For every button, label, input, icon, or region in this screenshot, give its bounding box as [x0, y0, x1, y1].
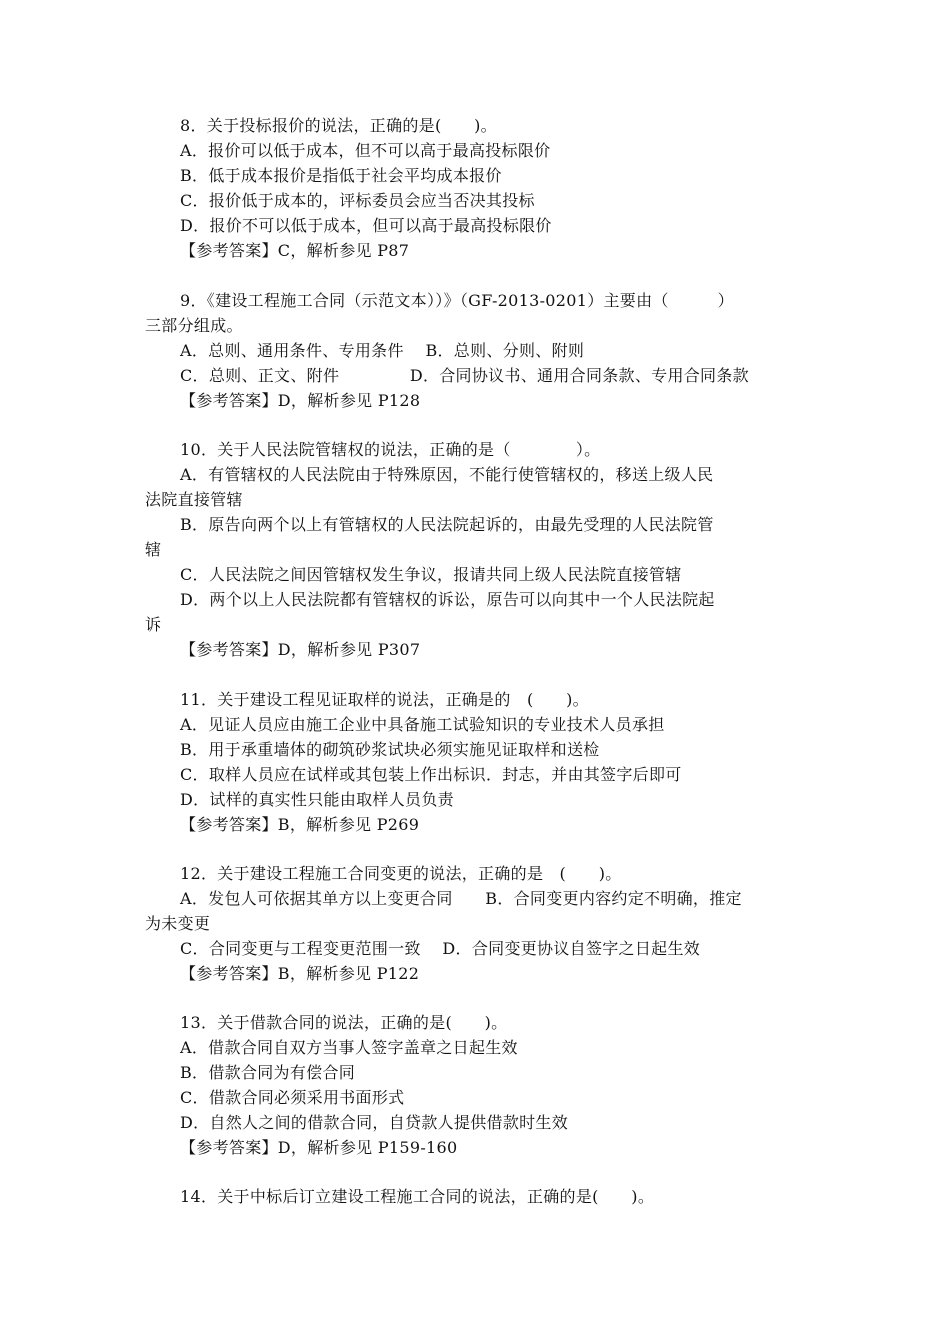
question-9-stem: 9．《建设工程施工合同（示范文本））》（GF-2013-0201）主要由（ ） — [180, 291, 734, 310]
question-8-answer: 【参考答案】C，解析参见 P87 — [180, 241, 410, 260]
question-8-option-c: C．报价低于成本的，评标委员会应当否决其投标 — [180, 191, 535, 210]
question-12-answer: 【参考答案】B，解析参见 P122 — [180, 964, 420, 983]
question-11-stem: 11．关于建设工程见证取样的说法，正确是的 ( )。 — [180, 690, 589, 709]
question-9-stem-continued: 三部分组成。 — [145, 316, 243, 335]
question-10-option-d: D．两个以上人民法院都有管辖权的诉讼，原告可以向其中一个人民法院起 — [180, 590, 715, 609]
question-8-option-a: A．报价可以低于成本，但不可以高于最高投标限价 — [180, 141, 551, 160]
question-11-option-a: A．见证人员应由施工企业中具备施工试验知识的专业技术人员承担 — [180, 715, 665, 734]
question-13-answer: 【参考答案】D，解析参见 P159-160 — [180, 1138, 458, 1157]
question-8-option-b: B．低于成本报价是指低于社会平均成本报价 — [180, 166, 502, 185]
question-14-stem: 14．关于中标后订立建设工程施工合同的说法，正确的是( )。 — [180, 1187, 655, 1206]
question-10-option-c: C．人民法院之间因管辖权发生争议，报请共同上级人民法院直接管辖 — [180, 565, 682, 584]
question-12-option-ab: A．发包人可依据其单方以上变更合同 B．合同变更内容约定不明确，推定 — [180, 889, 742, 908]
question-11-option-b: B．用于承重墙体的砌筑砂浆试块必须实施见证取样和送检 — [180, 740, 600, 759]
question-10-option-b-continued: 辖 — [145, 540, 162, 559]
question-13-option-c: C．借款合同必须采用书面形式 — [180, 1088, 405, 1107]
question-10-option-a-continued: 法院直接管辖 — [145, 490, 243, 509]
question-11-option-c: C．取样人员应在试样或其包装上作出标识．封志，并由其签字后即可 — [180, 765, 682, 784]
question-13-option-a: A．借款合同自双方当事人签字盖章之日起生效 — [180, 1038, 518, 1057]
question-10-option-d-continued: 诉 — [145, 615, 162, 634]
question-10-option-a: A．有管辖权的人民法院由于特殊原因，不能行使管辖权的，移送上级人民 — [180, 465, 714, 484]
question-10-stem: 10．关于人民法院管辖权的说法，正确的是（ ）。 — [180, 440, 601, 459]
question-12-option-b-continued: 为未变更 — [145, 914, 211, 933]
question-9-option-cd: C．总则、正文、附件 D．合同协议书、通用合同条款、专用合同条款 — [180, 366, 749, 385]
question-9-option-ab: A．总则、通用条件、专用条件 B．总则、分则、附则 — [180, 341, 585, 360]
question-13-stem: 13．关于借款合同的说法，正确的是( )。 — [180, 1013, 508, 1032]
question-10-answer: 【参考答案】D，解析参见 P307 — [180, 640, 421, 659]
question-13-option-d: D．自然人之间的借款合同，自贷款人提供借款时生效 — [180, 1113, 569, 1132]
question-13-option-b: B．借款合同为有偿合同 — [180, 1063, 356, 1082]
question-11-answer: 【参考答案】B，解析参见 P269 — [180, 815, 420, 834]
question-10-option-b: B．原告向两个以上有管辖权的人民法院起诉的，由最先受理的人民法院管 — [180, 515, 714, 534]
question-11-option-d: D．试样的真实性只能由取样人员负责 — [180, 790, 454, 809]
question-9-answer: 【参考答案】D，解析参见 P128 — [180, 391, 421, 410]
question-8-stem: 8．关于投标报价的说法，正确的是( )。 — [180, 116, 497, 135]
question-12-stem: 12．关于建设工程施工合同变更的说法，正确的是 ( )。 — [180, 864, 622, 883]
question-12-option-cd: C．合同变更与工程变更范围一致 D．合同变更协议自签字之日起生效 — [180, 939, 701, 958]
question-8-option-d: D．报价不可以低于成本，但可以高于最高投标限价 — [180, 216, 552, 235]
